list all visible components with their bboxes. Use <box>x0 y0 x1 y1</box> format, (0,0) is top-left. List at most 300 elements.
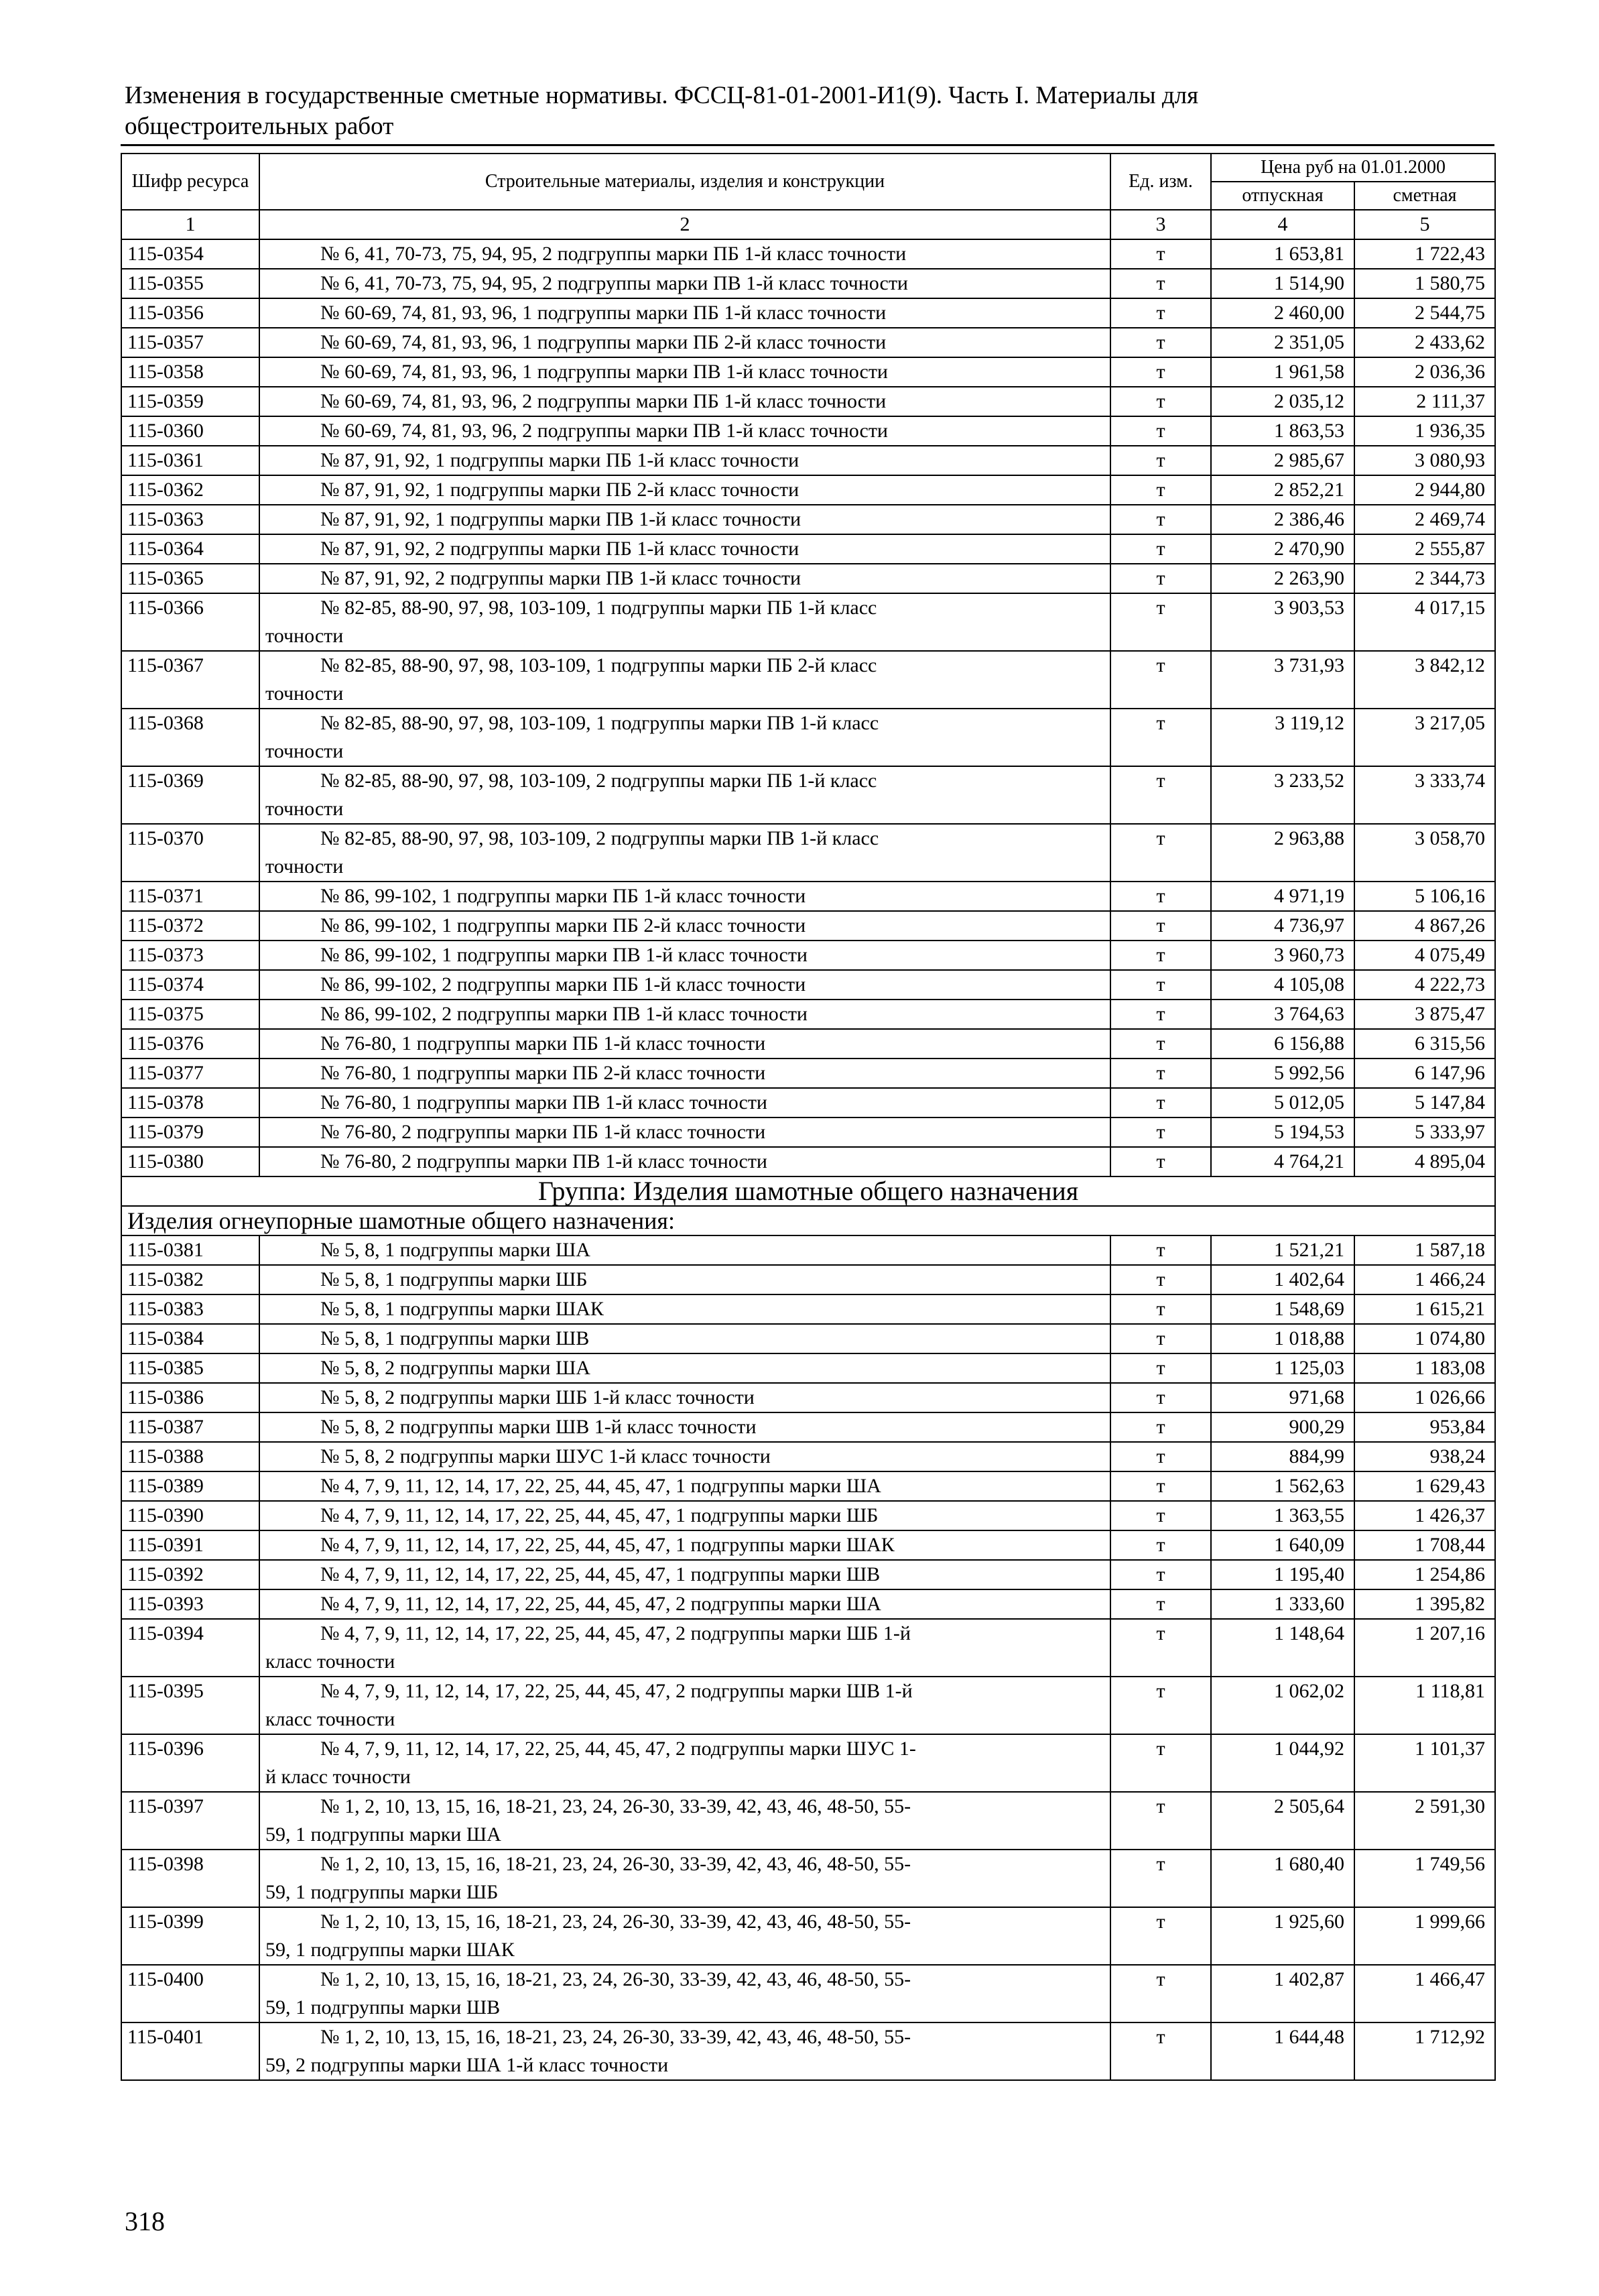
resource-code: 115-0394 <box>121 1619 259 1677</box>
unit: т <box>1110 1501 1211 1530</box>
resource-name <box>259 1850 1110 1907</box>
resource-name <box>259 1734 1110 1792</box>
release-price: 1 521,21 <box>1211 1235 1354 1265</box>
table-row <box>121 970 1495 1000</box>
table-row <box>121 1530 1495 1560</box>
estimate-price: 4 075,49 <box>1354 941 1495 970</box>
resource-name-line1: № 76-80, 2 подгруппы марки ПБ 1-й класс точности <box>320 1121 766 1143</box>
resource-code: 115-0362 <box>121 475 259 505</box>
resource-code: 115-0372 <box>121 911 259 941</box>
resource-name-line1: № 60-69, 74, 81, 93, 96, 1 подгруппы марки ПБ 1-й класс точности <box>320 302 887 324</box>
table-row <box>121 1471 1495 1501</box>
column-number-row <box>121 210 1495 239</box>
resource-name-line1: № 76-80, 1 подгруппы марки ПБ 1-й класс точности <box>320 1032 766 1054</box>
resource-name-line1: № 5, 8, 2 подгруппы марки ШУС 1-й класс точности <box>320 1445 771 1467</box>
resource-name-line1: № 82-85, 88-90, 97, 98, 103-109, 1 подгруппы марки ПВ 1-й класс <box>320 712 879 734</box>
resource-code: 115-0369 <box>121 766 259 824</box>
release-price: 2 386,46 <box>1211 505 1354 534</box>
resource-name <box>259 911 1110 941</box>
release-price: 1 044,92 <box>1211 1734 1354 1792</box>
unit: т <box>1110 328 1211 357</box>
unit: т <box>1110 2022 1211 2080</box>
unit: т <box>1110 1560 1211 1589</box>
resource-name-line2: 59, 1 подгруппы марки ШАК <box>265 1939 515 1961</box>
release-price: 3 903,53 <box>1211 593 1354 651</box>
resource-code: 115-0385 <box>121 1353 259 1383</box>
resource-name <box>259 1619 1110 1677</box>
resource-name-line1: № 6, 41, 70-73, 75, 94, 95, 2 подгруппы марки ПБ 1-й класс точности <box>320 243 907 265</box>
document-header <box>125 80 1505 142</box>
resource-name-line1: № 1, 2, 10, 13, 15, 16, 18-21, 23, 24, 26-30, 33-39, 42, 43, 46, 48-50, 55- <box>320 1853 911 1875</box>
resource-name-line2: й класс точности <box>265 1766 411 1788</box>
group-title-row <box>121 1176 1495 1206</box>
column-number: 2 <box>259 210 1110 239</box>
release-price: 1 402,87 <box>1211 1965 1354 2022</box>
resource-name-line1: № 4, 7, 9, 11, 12, 14, 17, 22, 25, 44, 45, 47, 1 подгруппы марки ША <box>320 1475 881 1497</box>
resource-name <box>259 1560 1110 1589</box>
resource-name-line1: № 82-85, 88-90, 97, 98, 103-109, 1 подгруппы марки ПБ 2-й класс <box>320 654 877 676</box>
estimate-price: 1 466,47 <box>1354 1965 1495 2022</box>
unit: т <box>1110 651 1211 709</box>
unit: т <box>1110 1235 1211 1265</box>
release-price: 1 548,69 <box>1211 1294 1354 1324</box>
resource-code: 115-0364 <box>121 534 259 564</box>
resource-name-line1: № 76-80, 1 подгруппы марки ПВ 1-й класс точности <box>320 1091 767 1113</box>
unit: т <box>1110 1383 1211 1412</box>
unit: т <box>1110 1792 1211 1850</box>
resource-name <box>259 239 1110 269</box>
table-row <box>121 2022 1495 2080</box>
resource-name <box>259 1324 1110 1353</box>
subgroup-title: Изделия огнеупорные шамотные общего назначения: <box>121 1206 1495 1235</box>
estimate-price: 3 842,12 <box>1354 651 1495 709</box>
resource-name-line1: № 6, 41, 70-73, 75, 94, 95, 2 подгруппы марки ПВ 1-й класс точности <box>320 272 908 294</box>
resource-name-line1: № 1, 2, 10, 13, 15, 16, 18-21, 23, 24, 26-30, 33-39, 42, 43, 46, 48-50, 55- <box>320 1911 911 1933</box>
release-price: 3 960,73 <box>1211 941 1354 970</box>
release-price: 2 263,90 <box>1211 564 1354 593</box>
resource-name <box>259 2022 1110 2080</box>
resource-name-line1: № 4, 7, 9, 11, 12, 14, 17, 22, 25, 44, 45, 47, 1 подгруппы марки ШБ <box>320 1504 879 1526</box>
resource-code: 115-0390 <box>121 1501 259 1530</box>
release-price: 5 012,05 <box>1211 1088 1354 1117</box>
table-row <box>121 1059 1495 1088</box>
estimate-price: 4 017,15 <box>1354 593 1495 651</box>
estimate-price: 1 712,92 <box>1354 2022 1495 2080</box>
table-row <box>121 911 1495 941</box>
unit: т <box>1110 1471 1211 1501</box>
resource-name-line2: класс точности <box>265 1708 395 1730</box>
table-row <box>121 941 1495 970</box>
estimate-price: 3 875,47 <box>1354 1000 1495 1029</box>
resource-name <box>259 1265 1110 1294</box>
release-price: 884,99 <box>1211 1442 1354 1471</box>
table-row <box>121 1792 1495 1850</box>
release-price: 2 852,21 <box>1211 475 1354 505</box>
resource-code: 115-0392 <box>121 1560 259 1589</box>
table-row <box>121 1147 1495 1176</box>
resource-name-line1: № 1, 2, 10, 13, 15, 16, 18-21, 23, 24, 26-30, 33-39, 42, 43, 46, 48-50, 55- <box>320 1968 911 1990</box>
resource-name-line1: № 5, 8, 1 подгруппы марки ШАК <box>320 1298 604 1320</box>
resource-code: 115-0387 <box>121 1412 259 1442</box>
table-row <box>121 357 1495 387</box>
resource-name-line2: точности <box>265 625 344 647</box>
resource-name-line1: № 82-85, 88-90, 97, 98, 103-109, 2 подгруппы марки ПВ 1-й класс <box>320 827 879 849</box>
table-row <box>121 1324 1495 1353</box>
table-row <box>121 505 1495 534</box>
resource-name-line1: № 5, 8, 1 подгруппы марки ШБ <box>320 1268 588 1290</box>
estimate-price: 2 036,36 <box>1354 357 1495 387</box>
table-row <box>121 882 1495 911</box>
release-price: 3 731,93 <box>1211 651 1354 709</box>
release-price: 5 194,53 <box>1211 1117 1354 1147</box>
table-row <box>121 1353 1495 1383</box>
resource-name <box>259 766 1110 824</box>
resource-name-line1: № 86, 99-102, 1 подгруппы марки ПБ 1-й класс точности <box>320 885 806 907</box>
resource-name <box>259 709 1110 766</box>
resource-code: 115-0367 <box>121 651 259 709</box>
resource-code: 115-0359 <box>121 387 259 416</box>
resource-code: 115-0358 <box>121 357 259 387</box>
resource-code: 115-0375 <box>121 1000 259 1029</box>
release-price: 971,68 <box>1211 1383 1354 1412</box>
resource-name-line1: № 87, 91, 92, 2 подгруппы марки ПВ 1-й класс точности <box>320 567 801 589</box>
resource-name-line1: № 4, 7, 9, 11, 12, 14, 17, 22, 25, 44, 45, 47, 2 подгруппы марки ШВ 1-й <box>320 1680 913 1702</box>
release-price: 3 233,52 <box>1211 766 1354 824</box>
estimate-price: 2 469,74 <box>1354 505 1495 534</box>
resource-name <box>259 328 1110 357</box>
unit: т <box>1110 1265 1211 1294</box>
column-header-estimate-price: сметная <box>1354 182 1495 210</box>
release-price: 1 125,03 <box>1211 1353 1354 1383</box>
release-price: 1 363,55 <box>1211 1501 1354 1530</box>
table-row <box>121 1117 1495 1147</box>
table-row <box>121 387 1495 416</box>
unit: т <box>1110 1147 1211 1176</box>
resource-code: 115-0398 <box>121 1850 259 1907</box>
estimate-price: 6 147,96 <box>1354 1059 1495 1088</box>
table-row <box>121 1501 1495 1530</box>
resource-code: 115-0377 <box>121 1059 259 1088</box>
column-header-unit: Ед. изм. <box>1110 154 1211 210</box>
resource-name-line2: точности <box>265 855 344 878</box>
release-price: 1 680,40 <box>1211 1850 1354 1907</box>
header-rule <box>121 144 1494 146</box>
resource-code: 115-0366 <box>121 593 259 651</box>
unit: т <box>1110 475 1211 505</box>
header-line-2: общестроительных работ <box>125 113 394 140</box>
unit: т <box>1110 505 1211 534</box>
resource-code: 115-0374 <box>121 970 259 1000</box>
resource-name <box>259 1471 1110 1501</box>
estimate-price: 5 147,84 <box>1354 1088 1495 1117</box>
release-price: 1 062,02 <box>1211 1677 1354 1734</box>
estimate-price: 1 074,80 <box>1354 1324 1495 1353</box>
resource-code: 115-0391 <box>121 1530 259 1560</box>
estimate-price: 3 058,70 <box>1354 824 1495 882</box>
resource-name <box>259 1117 1110 1147</box>
release-price: 3 764,63 <box>1211 1000 1354 1029</box>
resource-name <box>259 824 1110 882</box>
table-row <box>121 1442 1495 1471</box>
resource-code: 115-0360 <box>121 416 259 446</box>
resource-name <box>259 1792 1110 1850</box>
unit: т <box>1110 564 1211 593</box>
resource-name <box>259 1501 1110 1530</box>
release-price: 4 971,19 <box>1211 882 1354 911</box>
estimate-price: 1 749,56 <box>1354 1850 1495 1907</box>
resource-name <box>259 1235 1110 1265</box>
estimate-price: 1 426,37 <box>1354 1501 1495 1530</box>
resource-code: 115-0399 <box>121 1907 259 1965</box>
resource-code: 115-0393 <box>121 1589 259 1619</box>
table-row <box>121 534 1495 564</box>
release-price: 4 736,97 <box>1211 911 1354 941</box>
unit: т <box>1110 1117 1211 1147</box>
resource-code: 115-0368 <box>121 709 259 766</box>
estimate-price: 953,84 <box>1354 1412 1495 1442</box>
release-price: 900,29 <box>1211 1412 1354 1442</box>
resource-name-line1: № 60-69, 74, 81, 93, 96, 2 подгруппы марки ПВ 1-й класс точности <box>320 420 888 442</box>
unit: т <box>1110 1619 1211 1677</box>
release-price: 4 764,21 <box>1211 1147 1354 1176</box>
resource-name <box>259 1412 1110 1442</box>
resource-name-line1: № 86, 99-102, 1 подгруппы марки ПБ 2-й класс точности <box>320 914 806 936</box>
table-row <box>121 824 1495 882</box>
release-price: 1 653,81 <box>1211 239 1354 269</box>
resource-name <box>259 1677 1110 1734</box>
resource-name-line2: класс точности <box>265 1650 395 1673</box>
resource-name <box>259 1530 1110 1560</box>
estimate-price: 1 580,75 <box>1354 269 1495 298</box>
resource-name <box>259 534 1110 564</box>
resource-name <box>259 1000 1110 1029</box>
unit: т <box>1110 1324 1211 1353</box>
resource-name <box>259 387 1110 416</box>
estimate-price: 1 026,66 <box>1354 1383 1495 1412</box>
unit: т <box>1110 911 1211 941</box>
resource-name-line1: № 5, 8, 1 подгруппы марки ШВ <box>320 1327 590 1349</box>
table-row <box>121 1383 1495 1412</box>
resource-name-line1: № 4, 7, 9, 11, 12, 14, 17, 22, 25, 44, 45, 47, 2 подгруппы марки ШБ 1-й <box>320 1622 911 1644</box>
resource-code: 115-0378 <box>121 1088 259 1117</box>
unit: т <box>1110 534 1211 564</box>
resource-name-line1: № 76-80, 1 подгруппы марки ПБ 2-й класс точности <box>320 1062 766 1084</box>
table-row <box>121 1088 1495 1117</box>
unit: т <box>1110 1412 1211 1442</box>
table-row <box>121 298 1495 328</box>
resource-name-line1: № 86, 99-102, 2 подгруппы марки ПВ 1-й класс точности <box>320 1003 808 1025</box>
unit: т <box>1110 1353 1211 1383</box>
resource-name-line2: точности <box>265 740 344 762</box>
column-header-release-price: отпускная <box>1211 182 1354 210</box>
release-price: 1 562,63 <box>1211 1471 1354 1501</box>
unit: т <box>1110 1589 1211 1619</box>
column-header-name: Строительные материалы, изделия и конструкции <box>259 154 1110 210</box>
unit: т <box>1110 709 1211 766</box>
release-price: 1 402,64 <box>1211 1265 1354 1294</box>
table-row <box>121 1907 1495 1965</box>
resource-name-line1: № 76-80, 2 подгруппы марки ПВ 1-й класс точности <box>320 1150 767 1172</box>
resource-name-line1: № 86, 99-102, 1 подгруппы марки ПВ 1-й класс точности <box>320 944 808 966</box>
unit: т <box>1110 1000 1211 1029</box>
release-price: 2 963,88 <box>1211 824 1354 882</box>
table-row <box>121 1965 1495 2022</box>
estimate-price: 2 344,73 <box>1354 564 1495 593</box>
resource-name <box>259 1088 1110 1117</box>
table-row <box>121 269 1495 298</box>
table-row <box>121 239 1495 269</box>
resource-name-line2: точности <box>265 798 344 820</box>
resource-name-line1: № 4, 7, 9, 11, 12, 14, 17, 22, 25, 44, 45, 47, 2 подгруппы марки ША <box>320 1593 881 1615</box>
release-price: 1 863,53 <box>1211 416 1354 446</box>
table-row <box>121 1265 1495 1294</box>
estimate-price: 4 895,04 <box>1354 1147 1495 1176</box>
resource-code: 115-0396 <box>121 1734 259 1792</box>
resource-name <box>259 1383 1110 1412</box>
resource-code: 115-0373 <box>121 941 259 970</box>
release-price: 1 018,88 <box>1211 1324 1354 1353</box>
release-price: 6 156,88 <box>1211 1029 1354 1059</box>
resource-name <box>259 1294 1110 1324</box>
header-line-1: Изменения в государственные сметные нормативы. ФССЦ-81-01-2001-И1(9). Часть I. Материалы для <box>125 82 1199 109</box>
release-price: 2 460,00 <box>1211 298 1354 328</box>
resource-name <box>259 416 1110 446</box>
estimate-price: 1 629,43 <box>1354 1471 1495 1501</box>
estimate-price: 4 867,26 <box>1354 911 1495 941</box>
table-row <box>121 1677 1495 1734</box>
estimate-price: 6 315,56 <box>1354 1029 1495 1059</box>
resource-code: 115-0383 <box>121 1294 259 1324</box>
resource-name-line1: № 5, 8, 2 подгруппы марки ША <box>320 1357 590 1379</box>
unit: т <box>1110 941 1211 970</box>
release-price: 1 148,64 <box>1211 1619 1354 1677</box>
resource-name-line1: № 4, 7, 9, 11, 12, 14, 17, 22, 25, 44, 45, 47, 2 подгруппы марки ШУС 1- <box>320 1738 916 1760</box>
resource-name <box>259 651 1110 709</box>
resource-code: 115-0361 <box>121 446 259 475</box>
resource-name-line1: № 87, 91, 92, 1 подгруппы марки ПБ 1-й класс точности <box>320 449 800 471</box>
resource-name <box>259 475 1110 505</box>
unit: т <box>1110 446 1211 475</box>
resource-name-line1: № 1, 2, 10, 13, 15, 16, 18-21, 23, 24, 26-30, 33-39, 42, 43, 46, 48-50, 55- <box>320 1795 911 1817</box>
table-row <box>121 446 1495 475</box>
table-row <box>121 1560 1495 1589</box>
estimate-price: 5 333,97 <box>1354 1117 1495 1147</box>
resource-name <box>259 882 1110 911</box>
column-number: 3 <box>1110 210 1211 239</box>
group-title: Группа: Изделия шамотные общего назначения <box>121 1176 1495 1206</box>
estimate-price: 2 591,30 <box>1354 1792 1495 1850</box>
column-header-code: Шифр ресурса <box>121 154 259 210</box>
release-price: 1 640,09 <box>1211 1530 1354 1560</box>
estimate-price: 1 118,81 <box>1354 1677 1495 1734</box>
table-row <box>121 651 1495 709</box>
estimate-price: 2 944,80 <box>1354 475 1495 505</box>
resource-name <box>259 1029 1110 1059</box>
table-row <box>121 1029 1495 1059</box>
unit: т <box>1110 1442 1211 1471</box>
resource-name-line1: № 1, 2, 10, 13, 15, 16, 18-21, 23, 24, 26-30, 33-39, 42, 43, 46, 48-50, 55- <box>320 2026 911 2048</box>
estimate-price: 1 183,08 <box>1354 1353 1495 1383</box>
resource-name-line1: № 87, 91, 92, 1 подгруппы марки ПВ 1-й класс точности <box>320 508 801 530</box>
unit: т <box>1110 1088 1211 1117</box>
resource-code: 115-0401 <box>121 2022 259 2080</box>
estimate-price: 2 555,87 <box>1354 534 1495 564</box>
unit: т <box>1110 1677 1211 1734</box>
table-row <box>121 1000 1495 1029</box>
release-price: 2 505,64 <box>1211 1792 1354 1850</box>
resource-name-line1: № 60-69, 74, 81, 93, 96, 2 подгруппы марки ПБ 1-й класс точности <box>320 390 887 412</box>
resource-code: 115-0363 <box>121 505 259 534</box>
unit: т <box>1110 1850 1211 1907</box>
table-body-section-b <box>121 1235 1495 2080</box>
estimate-price: 1 395,82 <box>1354 1589 1495 1619</box>
resource-code: 115-0354 <box>121 239 259 269</box>
resource-price-table <box>121 153 1496 2081</box>
estimate-price: 5 106,16 <box>1354 882 1495 911</box>
estimate-price: 1 722,43 <box>1354 239 1495 269</box>
resource-name <box>259 1965 1110 2022</box>
resource-name-line2: 59, 2 подгруппы марки ША 1-й класс точности <box>265 2054 669 2076</box>
unit: т <box>1110 416 1211 446</box>
unit: т <box>1110 1907 1211 1965</box>
resource-name-line2: точности <box>265 682 344 705</box>
resource-name <box>259 1589 1110 1619</box>
resource-name <box>259 269 1110 298</box>
table-row <box>121 416 1495 446</box>
resource-name-line1: № 60-69, 74, 81, 93, 96, 1 подгруппы марки ПБ 2-й класс точности <box>320 331 887 353</box>
resource-code: 115-0395 <box>121 1677 259 1734</box>
resource-code: 115-0388 <box>121 1442 259 1471</box>
release-price: 1 514,90 <box>1211 269 1354 298</box>
table-row <box>121 1734 1495 1792</box>
resource-name-line1: № 60-69, 74, 81, 93, 96, 1 подгруппы марки ПВ 1-й класс точности <box>320 361 888 383</box>
column-number: 4 <box>1211 210 1354 239</box>
table-row <box>121 1589 1495 1619</box>
resource-code: 115-0370 <box>121 824 259 882</box>
release-price: 1 195,40 <box>1211 1560 1354 1589</box>
resource-name-line1: № 5, 8, 1 подгруппы марки ША <box>320 1239 590 1261</box>
resource-name-line1: № 5, 8, 2 подгруппы марки ШБ 1-й класс точности <box>320 1386 755 1408</box>
unit: т <box>1110 298 1211 328</box>
resource-name <box>259 593 1110 651</box>
column-header-price: Цена руб на 01.01.2000 <box>1211 154 1495 182</box>
estimate-price: 1 101,37 <box>1354 1734 1495 1792</box>
unit: т <box>1110 882 1211 911</box>
unit: т <box>1110 357 1211 387</box>
table-row <box>121 593 1495 651</box>
resource-name <box>259 505 1110 534</box>
unit: т <box>1110 824 1211 882</box>
estimate-price: 2 544,75 <box>1354 298 1495 328</box>
release-price: 5 992,56 <box>1211 1059 1354 1088</box>
release-price: 2 985,67 <box>1211 446 1354 475</box>
resource-code: 115-0357 <box>121 328 259 357</box>
table-row <box>121 1235 1495 1265</box>
subgroup-title-row <box>121 1206 1495 1235</box>
resource-code: 115-0381 <box>121 1235 259 1265</box>
resource-code: 115-0371 <box>121 882 259 911</box>
resource-name-line1: № 4, 7, 9, 11, 12, 14, 17, 22, 25, 44, 45, 47, 1 подгруппы марки ШВ <box>320 1563 881 1585</box>
resource-name-line1: № 5, 8, 2 подгруппы марки ШВ 1-й класс точности <box>320 1416 757 1438</box>
estimate-price: 1 708,44 <box>1354 1530 1495 1560</box>
resource-name-line1: № 82-85, 88-90, 97, 98, 103-109, 1 подгруппы марки ПБ 1-й класс <box>320 597 877 619</box>
resource-code: 115-0379 <box>121 1117 259 1147</box>
resource-name <box>259 564 1110 593</box>
unit: т <box>1110 1059 1211 1088</box>
resource-code: 115-0376 <box>121 1029 259 1059</box>
release-price: 4 105,08 <box>1211 970 1354 1000</box>
resource-name <box>259 1442 1110 1471</box>
